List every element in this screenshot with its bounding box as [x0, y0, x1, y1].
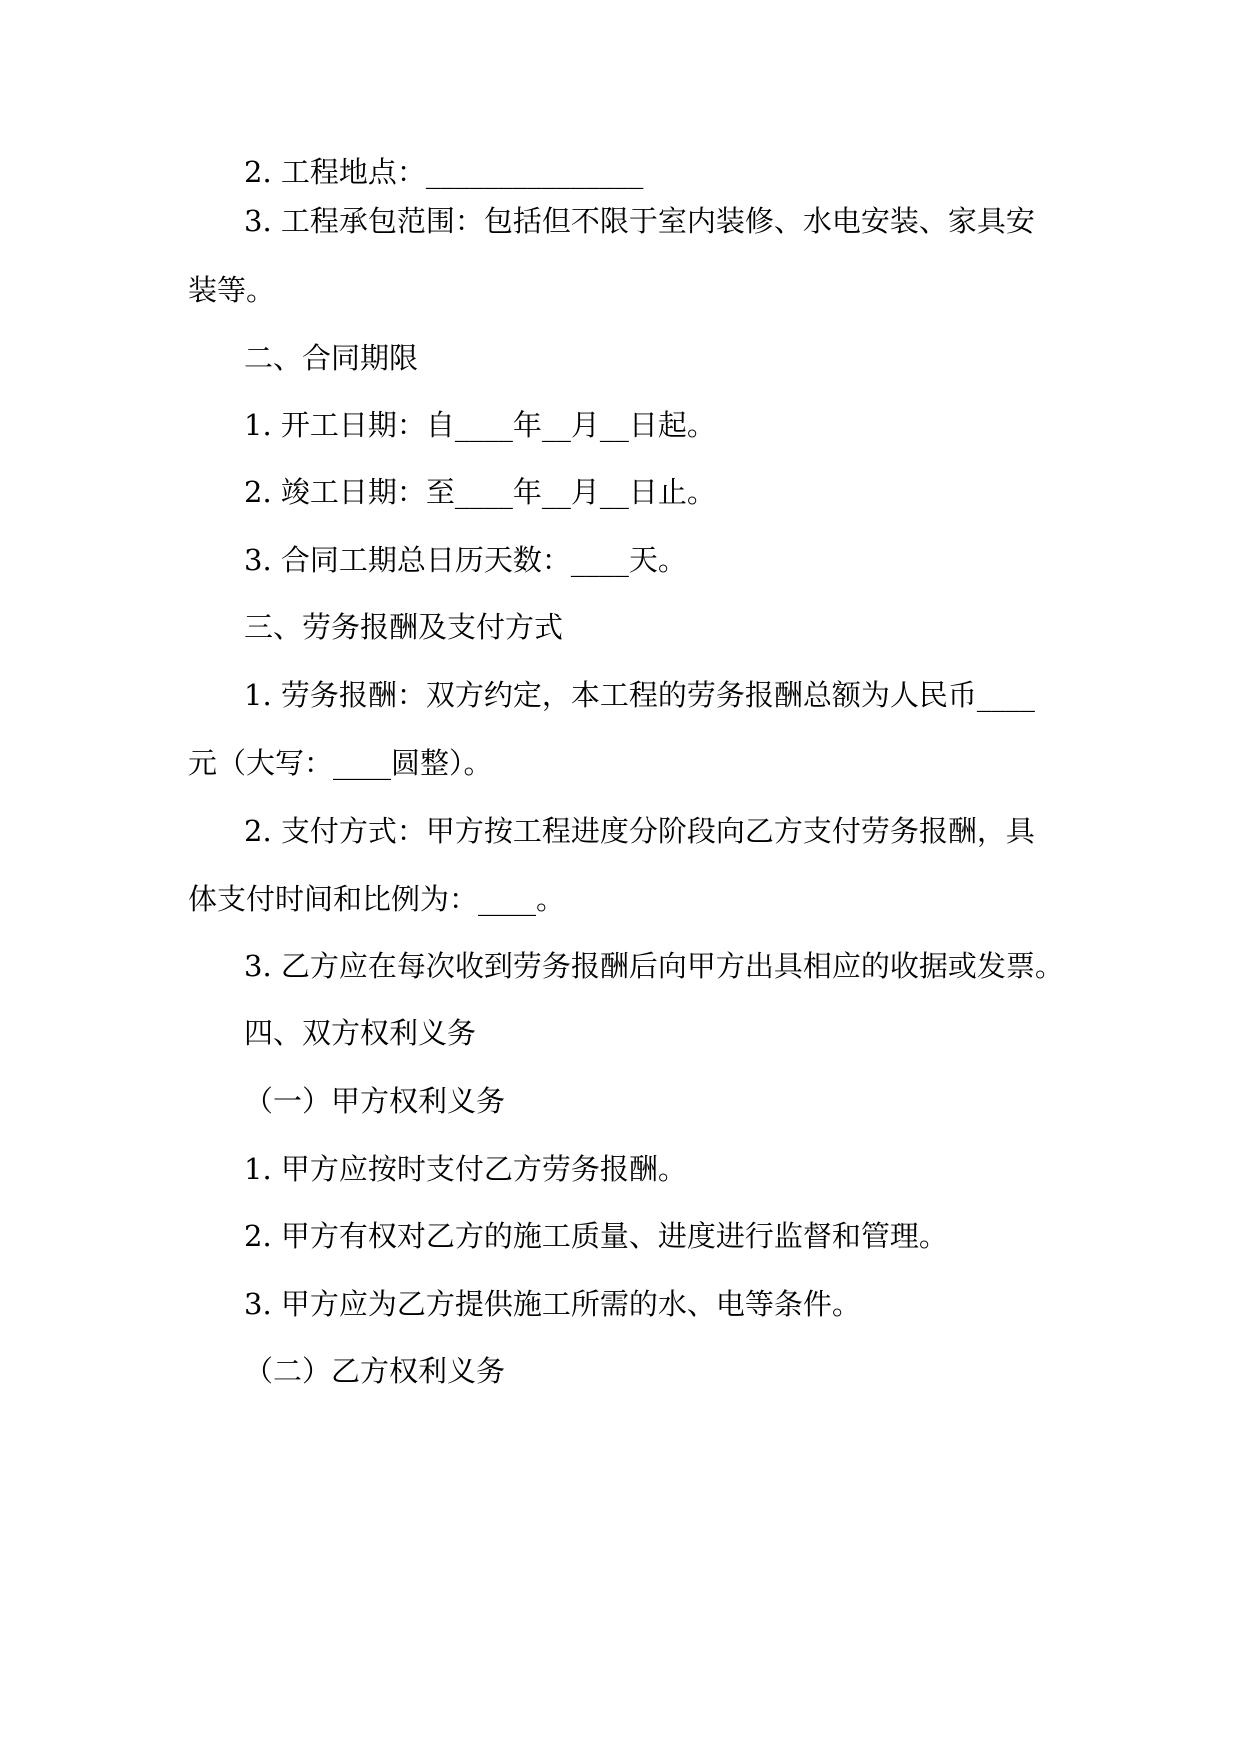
- section-heading-payment: 三、劳务报酬及支付方式: [244, 610, 564, 644]
- clause-payment-method-continued: 体支付时间和比例为：____。: [188, 882, 566, 916]
- clause-remuneration: 1. 劳务报酬：双方约定，本工程的劳务报酬总额为人民币____: [244, 678, 1035, 712]
- clause-completion-date: 2. 竣工日期：至____年__月__日止。: [244, 475, 716, 509]
- section-heading-rights-obligations: 四、双方权利义务: [244, 1016, 477, 1050]
- clause-start-date: 1. 开工日期：自____年__月__日起。: [244, 408, 716, 442]
- clause-party-a-supervise: 2. 甲方有权对乙方的施工质量、进度进行监督和管理。: [244, 1219, 948, 1253]
- clause-project-scope: 3. 工程承包范围：包括但不限于室内装修、水电安装、家具安: [244, 204, 1035, 238]
- clause-party-a-pay: 1. 甲方应按时支付乙方劳务报酬。: [244, 1152, 687, 1186]
- clause-receipt: 3. 乙方应在每次收到劳务报酬后向甲方出具相应的收据或发票。: [244, 949, 1064, 983]
- section-heading-contract-term: 二、合同期限: [244, 341, 419, 375]
- subsection-heading-party-a: （一）甲方权利义务: [244, 1084, 506, 1118]
- clause-total-days: 3. 合同工期总日历天数：____天。: [244, 543, 687, 577]
- clause-payment-method: 2. 支付方式：甲方按工程进度分阶段向乙方支付劳务报酬，具: [244, 814, 1035, 848]
- clause-party-a-provide: 3. 甲方应为乙方提供施工所需的水、电等条件。: [244, 1287, 861, 1321]
- clause-remuneration-continued: 元（大写：____圆整）。: [188, 746, 493, 780]
- subsection-heading-party-b: （二）乙方权利义务: [244, 1354, 506, 1388]
- clause-project-scope-continued: 装等。: [188, 273, 276, 307]
- clause-project-location: 2. 工程地点：_______________: [244, 155, 644, 189]
